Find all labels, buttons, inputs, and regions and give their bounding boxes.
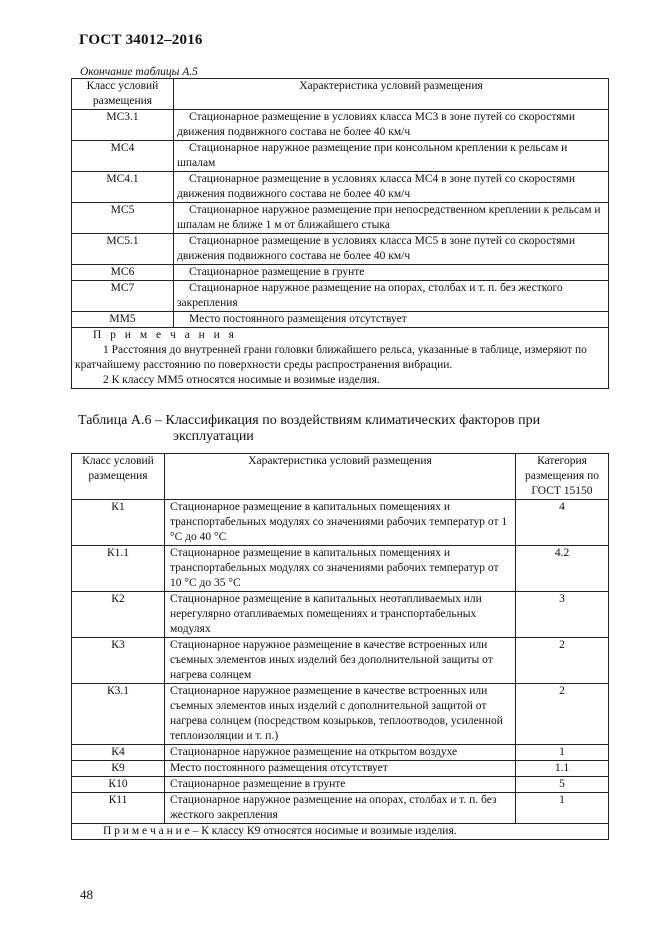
- table-row: [72, 265, 609, 281]
- table-row: [72, 777, 609, 793]
- col-header-class: Класс условий размещения: [72, 79, 174, 110]
- class-code: МС3.1: [72, 110, 174, 141]
- table-row: [72, 172, 609, 203]
- document-header: ГОСТ 34012–2016: [79, 32, 203, 48]
- class-code: К10: [72, 777, 165, 793]
- class-description: Стационарное размещение в условиях класса МС5 в зоне путей со скоростями движения подвижного состава не более 40 км/ч: [174, 234, 609, 265]
- class-code: К2: [72, 592, 165, 638]
- table-header-row: [72, 454, 609, 500]
- class-code: ММ5: [72, 312, 174, 328]
- placement-category: 2: [516, 684, 609, 745]
- class-description: Стационарное наружное размещение в качестве встроенных или съемных элементов иных изделий без дополнительной защиты от нагрева солнцем: [165, 638, 516, 684]
- class-description: Стационарное размещение в грунте: [165, 777, 516, 793]
- class-description: Стационарное наружное размещение при непосредственном креплении к рельсам и шпалам не ближе 1 м от ближайшего стыка: [174, 203, 609, 234]
- class-code: МС5: [72, 203, 174, 234]
- table-row: [72, 312, 609, 328]
- table-note: П р и м е ч а н и е – К классу К9 относятся носимые и возимые изделия.: [72, 824, 609, 840]
- table-row: [72, 234, 609, 265]
- col-header-category: Категория размещения по ГОСТ 15150: [516, 454, 609, 500]
- placement-category: 5: [516, 777, 609, 793]
- class-description: Стационарное размещение в капитальных помещениях и транспортабельных модулях со значениями рабочих температур от 10 °С до 35 °С: [165, 546, 516, 592]
- col-header-characteristic: Характеристика условий размещения: [174, 79, 609, 110]
- table-continuation-label: Окончание таблицы А.5: [80, 66, 198, 78]
- class-code: К3.1: [72, 684, 165, 745]
- class-code: МС5.1: [72, 234, 174, 265]
- class-code: К4: [72, 745, 165, 761]
- note-1: 1 Расстояния до внутренней грани головки ближайшего рельса, указанные в таблице, измеряют по кратчайшему расстоянию по поверхности среды распространения вибрации.: [75, 344, 587, 371]
- class-description: Стационарное размещение в условиях класса МС4 в зоне путей со скоростями движения подвижного состава не более 40 км/ч: [174, 172, 609, 203]
- class-description: Место постоянного размещения отсутствует: [165, 761, 516, 777]
- class-description: Стационарное размещение в капитальных помещениях и транспортабельных модулях со значениями рабочих температур от 1 °С до 40 °С: [165, 500, 516, 546]
- page-number: 48: [80, 887, 93, 902]
- placement-category: 2: [516, 638, 609, 684]
- table-row: [72, 745, 609, 761]
- table-row: [72, 684, 609, 745]
- table-row: [72, 546, 609, 592]
- class-description: Стационарное наружное размещение при консольном креплении к рельсам и шпалам: [174, 141, 609, 172]
- table-row: [72, 281, 609, 312]
- table-row: [72, 203, 609, 234]
- caption-line-1: Таблица А.6 – Классификация по воздействиям климатических факторов при: [78, 413, 541, 428]
- table-header-row: [72, 79, 609, 110]
- class-code: К1.1: [72, 546, 165, 592]
- placement-category: 3: [516, 592, 609, 638]
- class-code: К11: [72, 793, 165, 824]
- table-a5: [71, 78, 609, 389]
- class-code: МС7: [72, 281, 174, 312]
- class-description: Стационарное наружное размещение на опорах, столбах и т. п. без жесткого закрепления: [174, 281, 609, 312]
- class-description: Место постоянного размещения отсутствует: [174, 312, 609, 328]
- class-code: МС4: [72, 141, 174, 172]
- table-row: [72, 638, 609, 684]
- placement-category: 4.2: [516, 546, 609, 592]
- class-description: Стационарное наружное размещение в качестве встроенных или съемных элементов иных изделий с дополнительной защитой от нагрева солнцем (посредством козырьков, теплоотводов, усиленной теплоизоляции и т. п.): [165, 684, 516, 745]
- class-code: К1: [72, 500, 165, 546]
- class-code: К9: [72, 761, 165, 777]
- notes-row: [72, 328, 609, 389]
- class-description: Стационарное размещение в условиях класса МС3 в зоне путей со скоростями движения подвижного состава не более 40 км/ч: [174, 110, 609, 141]
- table-a6: [71, 453, 609, 840]
- table-caption: [78, 413, 540, 445]
- class-description: Стационарное размещение в грунте: [174, 265, 609, 281]
- table-row: [72, 592, 609, 638]
- col-header-characteristic: Характеристика условий размещения: [165, 454, 516, 500]
- table-row: [72, 793, 609, 824]
- class-description: Стационарное наружное размещение на опорах, столбах и т. п. без жесткого закрепления: [165, 793, 516, 824]
- table-row: [72, 500, 609, 546]
- placement-category: 1.1: [516, 761, 609, 777]
- class-description: Стационарное размещение в капитальных неотапливаемых или нерегулярно отапливаемых помещениях и транспортабельных модулях: [165, 592, 516, 638]
- notes-row: [72, 824, 609, 840]
- placement-category: 1: [516, 745, 609, 761]
- caption-line-2: эксплуатации: [173, 429, 254, 444]
- table-row: [72, 761, 609, 777]
- class-code: К3: [72, 638, 165, 684]
- table-row: [72, 141, 609, 172]
- placement-category: 1: [516, 793, 609, 824]
- col-header-class: Класс условий размещения: [72, 454, 165, 500]
- notes-title: П р и м е ч а н и я: [93, 329, 237, 341]
- class-code: МС4.1: [72, 172, 174, 203]
- placement-category: 4: [516, 500, 609, 546]
- class-code: МС6: [72, 265, 174, 281]
- table-row: [72, 110, 609, 141]
- class-description: Стационарное наружное размещение на открытом воздухе: [165, 745, 516, 761]
- note-2: 2 К классу ММ5 относятся носимые и возимые изделия.: [103, 374, 380, 386]
